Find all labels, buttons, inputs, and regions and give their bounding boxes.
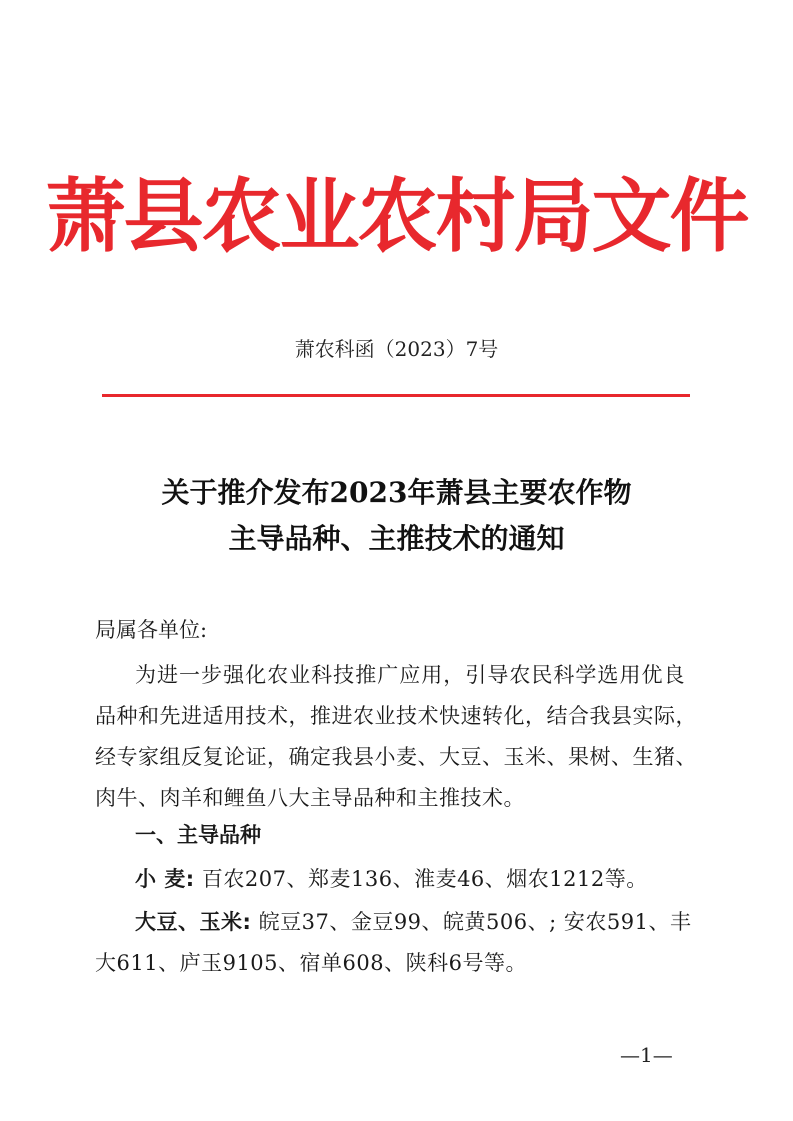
soy-corn-varieties-line-2: 大611、庐玉9105、宿单608、陕科6号等。 — [95, 951, 527, 975]
wheat-varieties-line — [95, 864, 685, 894]
red-divider-line — [102, 394, 690, 397]
body-line-3: 经专家组反复论证，确定我县小麦、大豆、玉米、果树、生猪、 — [95, 745, 697, 769]
body-line-1: 为进一步强化农业科技推广应用，引导农民科学选用优良 — [135, 663, 685, 687]
body-line-2: 品种和先进适用技术，推进农业技术快速转化，结合我县实际， — [95, 704, 697, 728]
section-heading-main-varieties: 一、主导品种 — [135, 823, 261, 847]
document-number: 萧农科函（2023）7号 — [294, 337, 499, 361]
wheat-varieties: 百农207、郑麦136、淮麦46、烟农1212等。 — [201, 867, 648, 891]
soy-corn-label: 大豆、玉米: — [135, 910, 252, 934]
page-number: —1— — [620, 1043, 673, 1067]
body-line-4: 肉牛、肉羊和鲤鱼八大主导品种和主推技术。 — [95, 786, 525, 810]
salutation: 局属各单位: — [95, 618, 208, 642]
soy-corn-varieties-line-1 — [95, 907, 692, 937]
soy-corn-varieties-part-1: 皖豆37、金豆99、皖黄506、; 安农591、丰 — [258, 910, 692, 934]
notice-title-line-1: 关于推介发布2023年萧县主要农作物 — [161, 476, 632, 509]
wheat-label: 小 麦: — [135, 867, 195, 891]
notice-title-line-2: 主导品种、主推技术的通知 — [228, 522, 565, 555]
document-header-title: 萧县农业农村局文件 — [45, 169, 748, 263]
notice-title — [0, 470, 793, 562]
